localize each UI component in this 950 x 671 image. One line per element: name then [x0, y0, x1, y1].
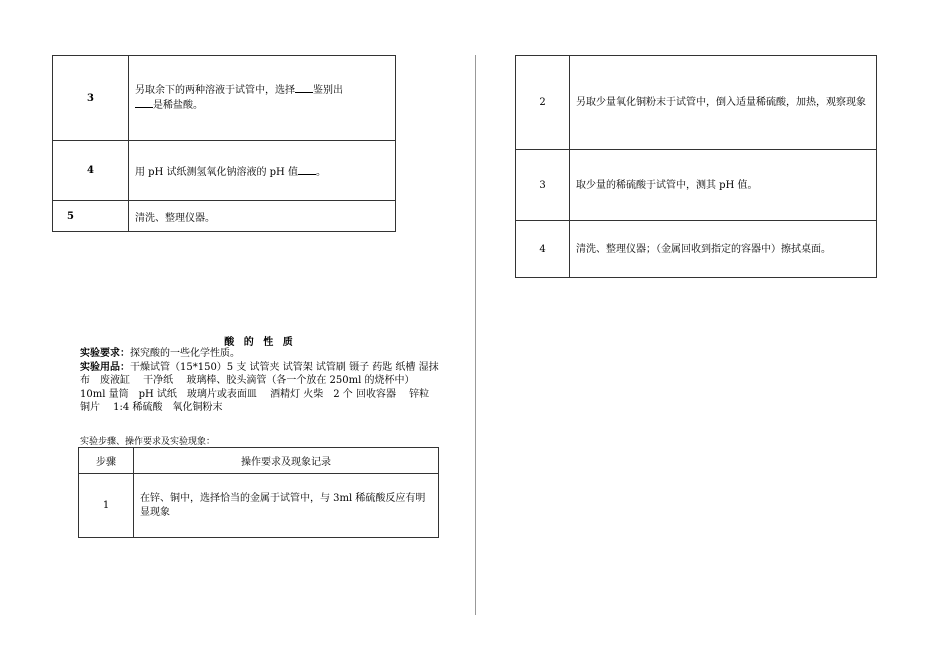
step-text: 取少量的稀硫酸于试管中，测其 pH 值。 [570, 150, 877, 221]
step-text [129, 56, 396, 141]
table-row [79, 474, 439, 538]
step-number: 4 [53, 141, 129, 201]
supplies-text: 干燥试管（15*150）5 支 试管夹 试管架 试管刷 镊子 药匙 纸槽 湿抹布 废液缸 干净纸 玻璃棒、胶头滴管（各一个放在 250ml 的烧杯中） 10ml 量筒 pH 试纸 玻璃片或表面皿 酒精灯 火柴 2 个 回收容器 锌粒 铜片 1:4 稀硫酸 氧化铜粉末 [80, 361, 443, 413]
step-text [129, 141, 396, 201]
requirements-paragraph [80, 347, 443, 415]
answer-blank [135, 98, 153, 108]
step-text-part: 是稀盐酸。 [153, 100, 203, 111]
step-number: 3 [516, 150, 570, 221]
step-text-part: 另取余下的两种溶液于试管中，选择 [135, 85, 295, 96]
step-text: 清洗、整理仪器；（金属回收到指定的容器中）擦拭桌面。 [570, 221, 877, 278]
table-row [53, 56, 396, 141]
table-row [53, 141, 396, 201]
supplies-label: 实验用品： [80, 361, 130, 373]
step-text: 另取少量氧化铜粉末于试管中，倒入适量稀硫酸，加热，观察现象 [570, 56, 877, 150]
table-row [516, 56, 877, 150]
experiment-steps-table [78, 447, 439, 538]
left-steps-table [52, 55, 396, 232]
requirements-label: 实验要求： [80, 348, 130, 359]
step-text: 在锌、铜中，选择恰当的金属于试管中，与 3ml 稀硫酸反应有明显现象 [134, 474, 439, 538]
table-row [516, 150, 877, 221]
step-text-part: 鉴别出 [313, 85, 343, 96]
requirements-text: 探究酸的一些化学性质。 [130, 348, 240, 359]
table-row [53, 201, 396, 232]
step-number: 3 [53, 56, 129, 141]
right-steps-table [515, 55, 877, 278]
answer-blank [298, 165, 316, 175]
header-description: 操作要求及现象记录 [134, 448, 439, 474]
table-row [516, 221, 877, 278]
step-text: 清洗、整理仪器。 [129, 201, 396, 232]
header-step: 步骤 [79, 448, 134, 474]
step-number: 5 [53, 201, 129, 232]
step-text-part: 。 [315, 167, 326, 178]
step-number: 2 [516, 56, 570, 150]
step-number: 4 [516, 221, 570, 278]
step-text-part: 用 pH 试纸测氢氧化钠溶液的 pH 值 [135, 167, 298, 178]
step-number: 1 [79, 474, 134, 538]
table-header-row [79, 448, 439, 474]
steps-caption: 实验步骤、操作要求及实验现象： [80, 437, 216, 447]
answer-blank [295, 83, 313, 93]
page-divider [475, 55, 476, 615]
section-title: 酸 的 性 质 [224, 337, 296, 348]
